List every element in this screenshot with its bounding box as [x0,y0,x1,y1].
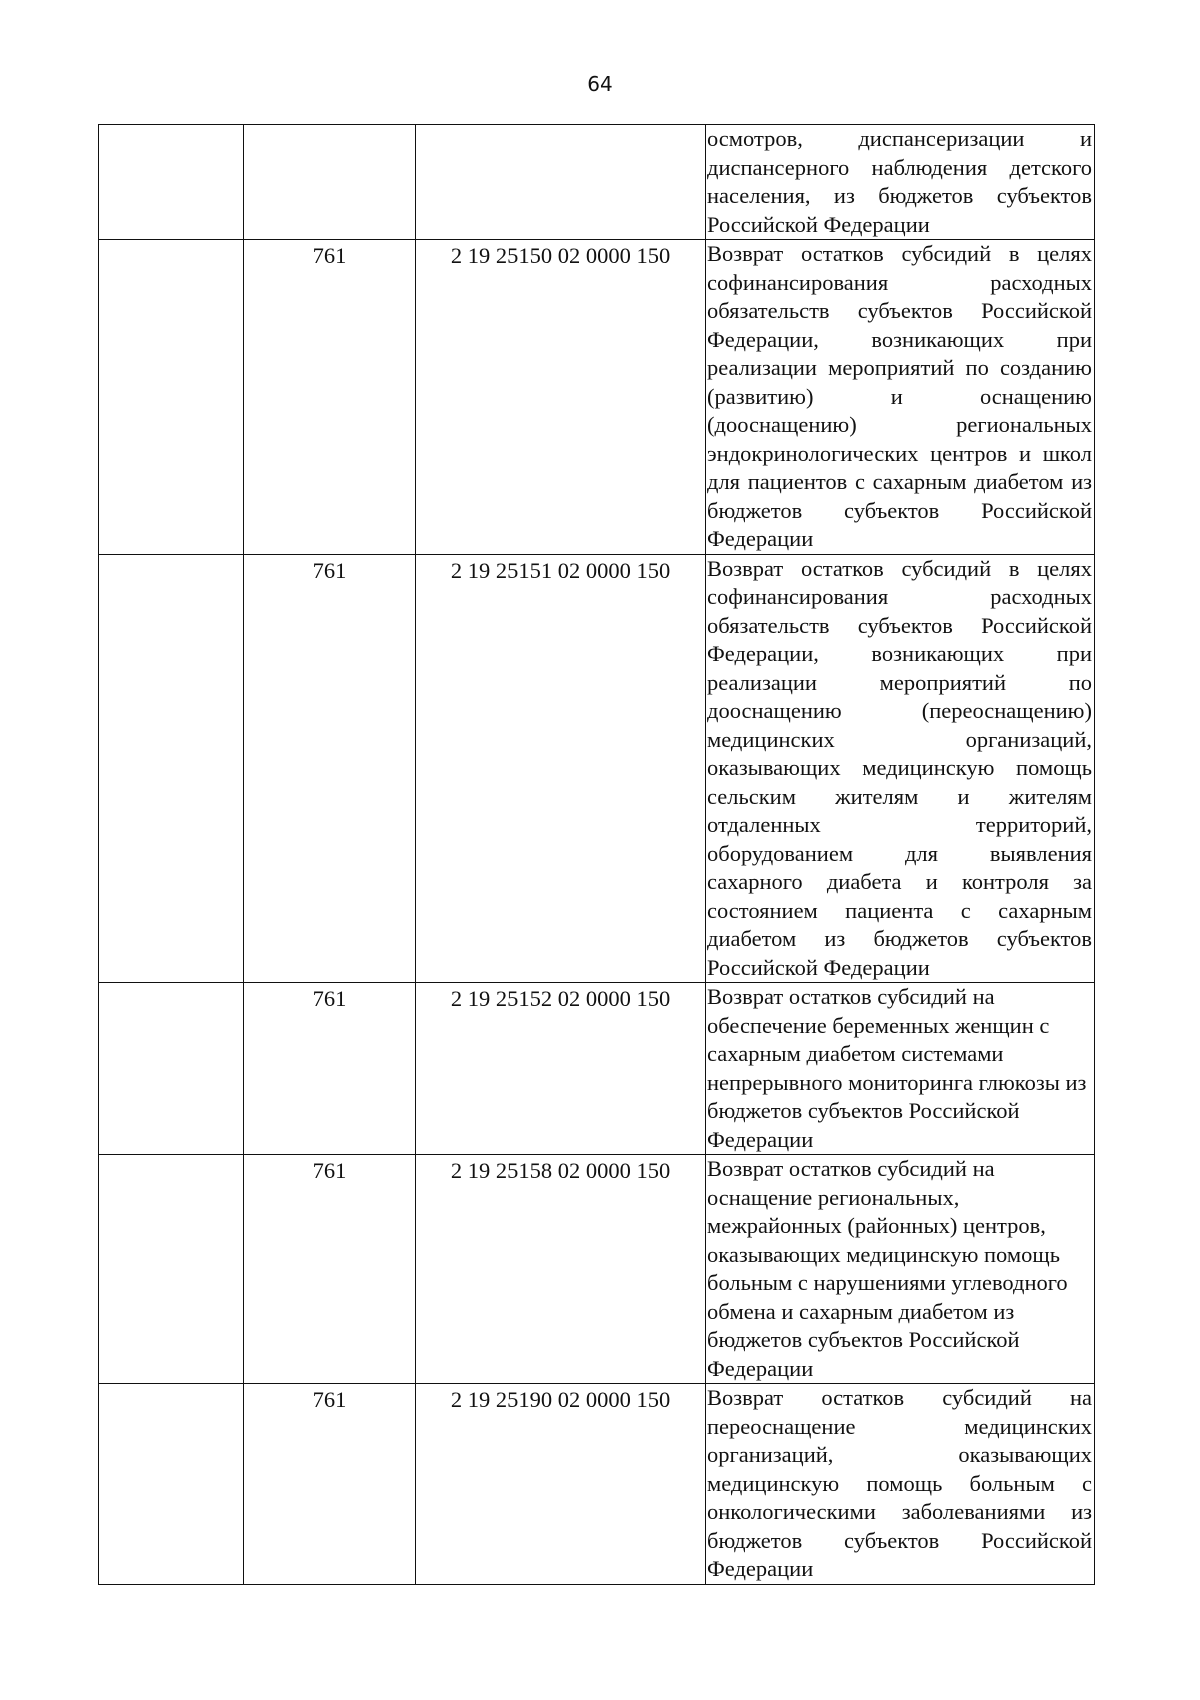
empty-cell [99,1384,244,1585]
empty-cell [99,1155,244,1384]
empty-cell [99,125,244,240]
description-cell: Возврат остатков субсидий на обеспечение беременных женщин с сахарным диабетом системами непрерывного мониторинга глюкозы из бюджетов субъектов Российской Федерации [706,983,1095,1155]
admin-code-cell: 761 [244,1384,416,1585]
admin-code-cell: 761 [244,1155,416,1384]
table-row [99,983,1095,1155]
table-row [99,125,1095,240]
page-number: 64 [587,72,613,96]
empty-cell [99,983,244,1155]
table-row [99,1384,1095,1585]
kbk-code-cell: 2 19 25190 02 0000 150 [416,1384,706,1585]
admin-code-cell: 761 [244,554,416,983]
table-row [99,554,1095,983]
empty-cell [99,554,244,983]
description-cell: Возврат остатков субсидий на переоснащение медицинских организаций, оказывающих медицинскую помощь больным с онкологическими заболеваниями из бюджетов субъектов Российской Федерации [706,1384,1095,1585]
budget-classification-table [98,124,1095,1585]
description-cell: Возврат остатков субсидий в целях софинансирования расходных обязательств субъектов Российской Федерации, возникающих при реализации мероприятий по созданию (развитию) и оснащению (дооснащению) региональных эндокринологических центров и школ для пациентов с сахарным диабетом из бюджетов субъектов Российской Федерации [706,240,1095,555]
kbk-code-cell: 2 19 25150 02 0000 150 [416,240,706,555]
empty-cell [99,240,244,555]
description-cell: Возврат остатков субсидий на оснащение региональных, межрайонных (районных) центров, оказывающих медицинскую помощь больным с нарушениями углеводного обмена и сахарным диабетом из бюджетов субъектов Российской Федерации [706,1155,1095,1384]
kbk-code-cell [416,125,706,240]
kbk-code-cell: 2 19 25158 02 0000 150 [416,1155,706,1384]
admin-code-cell [244,125,416,240]
description-cell: осмотров, диспансеризации и диспансерного наблюдения детского населения, из бюджетов субъектов Российской Федерации [706,125,1095,240]
description-cell: Возврат остатков субсидий в целях софинансирования расходных обязательств субъектов Российской Федерации, возникающих при реализации мероприятий по дооснащению (переоснащению) медицинских организаций, оказывающих медицинскую помощь сельским жителям и жителям отдаленных территорий, оборудованием для выявления сахарного диабета и контроля за состоянием пациента с сахарным диабетом из бюджетов субъектов Российской Федерации [706,554,1095,983]
kbk-code-cell: 2 19 25151 02 0000 150 [416,554,706,983]
table-row [99,240,1095,555]
admin-code-cell: 761 [244,240,416,555]
table-row [99,1155,1095,1384]
admin-code-cell: 761 [244,983,416,1155]
kbk-code-cell: 2 19 25152 02 0000 150 [416,983,706,1155]
